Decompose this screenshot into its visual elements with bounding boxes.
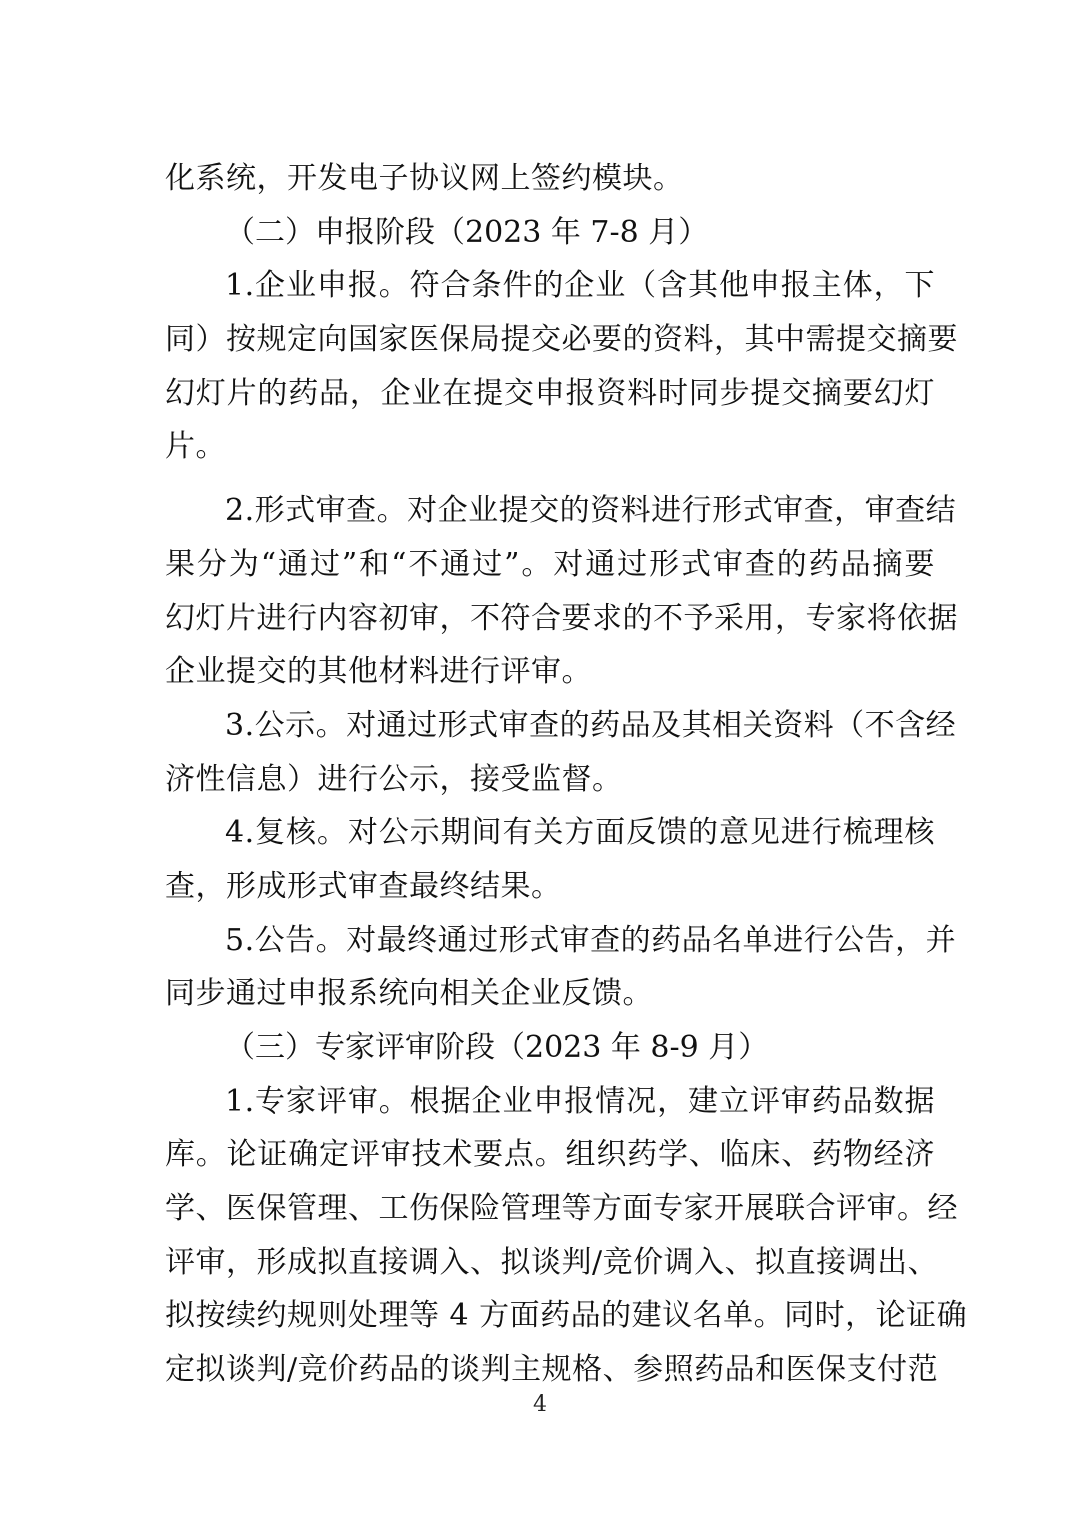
paragraph-recheck-line-2: 查，形成形式审查最终结果。 [165,868,562,904]
paragraph-publicity-line-2: 济性信息）进行公示，接受监督。 [165,761,623,797]
paragraph-expert-review-line-5: 拟按续约规则处理等 4 方面药品的建议名单。同时，论证确 [165,1298,968,1334]
paragraph-recheck-line-1: 4.复核。对公示期间有关方面反馈的意见进行梳理核 [225,815,935,851]
paragraph-expert-review-line-4: 评审，形成拟直接调入、拟谈判/竞价调入、拟直接调出、 [165,1244,939,1280]
paragraph-announcement-line-2: 同步通过申报系统向相关企业反馈。 [165,976,653,1012]
paragraph-formal-review-line-2: 果分为“通过”和“不通过”。对通过形式审查的药品摘要 [165,546,935,582]
page-number: 4 [533,1392,547,1417]
paragraph-enterprise-application-line-4: 片。 [165,429,226,465]
section-heading-application-stage: （二）申报阶段（2023 年 7-8 月） [225,214,709,250]
paragraph-publicity-line-1: 3.公示。对通过形式审查的药品及其相关资料（不含经 [225,707,957,743]
document-body [165,152,968,1397]
paragraph-expert-review-line-1: 1.专家评审。根据企业申报情况，建立评审药品数据 [225,1083,935,1119]
paragraph-expert-review-line-3: 学、医保管理、工伤保险管理等方面专家开展联合评审。经 [165,1191,958,1227]
paragraph-expert-review-line-2: 库。论证确定评审技术要点。组织药学、临床、药物经济 [165,1137,935,1173]
paragraph-formal-review-line-1: 2.形式审查。对企业提交的资料进行形式审查，审查结 [225,493,957,529]
section-heading-expert-review-stage: （三）专家评审阶段（2023 年 8-9 月） [225,1030,769,1065]
paragraph-formal-review-line-3: 幻灯片进行内容初审，不符合要求的不予采用，专家将依据 [165,600,958,636]
paragraph-formal-review-line-4: 企业提交的其他材料进行评审。 [165,654,592,690]
paragraph-continuation-line: 化系统，开发电子协议网上签约模块。 [165,161,684,196]
paragraph-enterprise-application-line-1: 1.企业申报。符合条件的企业（含其他申报主体，下 [225,268,935,304]
paragraph-announcement-line-1: 5.公告。对最终通过形式审查的药品名单进行公告，并 [225,922,957,958]
paragraph-expert-review-line-6: 定拟谈判/竞价药品的谈判主规格、参照药品和医保支付范 [165,1352,939,1388]
paragraph-enterprise-application-line-3: 幻灯片的药品，企业在提交申报资料时同步提交摘要幻灯 [165,375,935,411]
paragraph-enterprise-application-line-2: 同）按规定向国家医保局提交必要的资料，其中需提交摘要 [165,322,958,358]
